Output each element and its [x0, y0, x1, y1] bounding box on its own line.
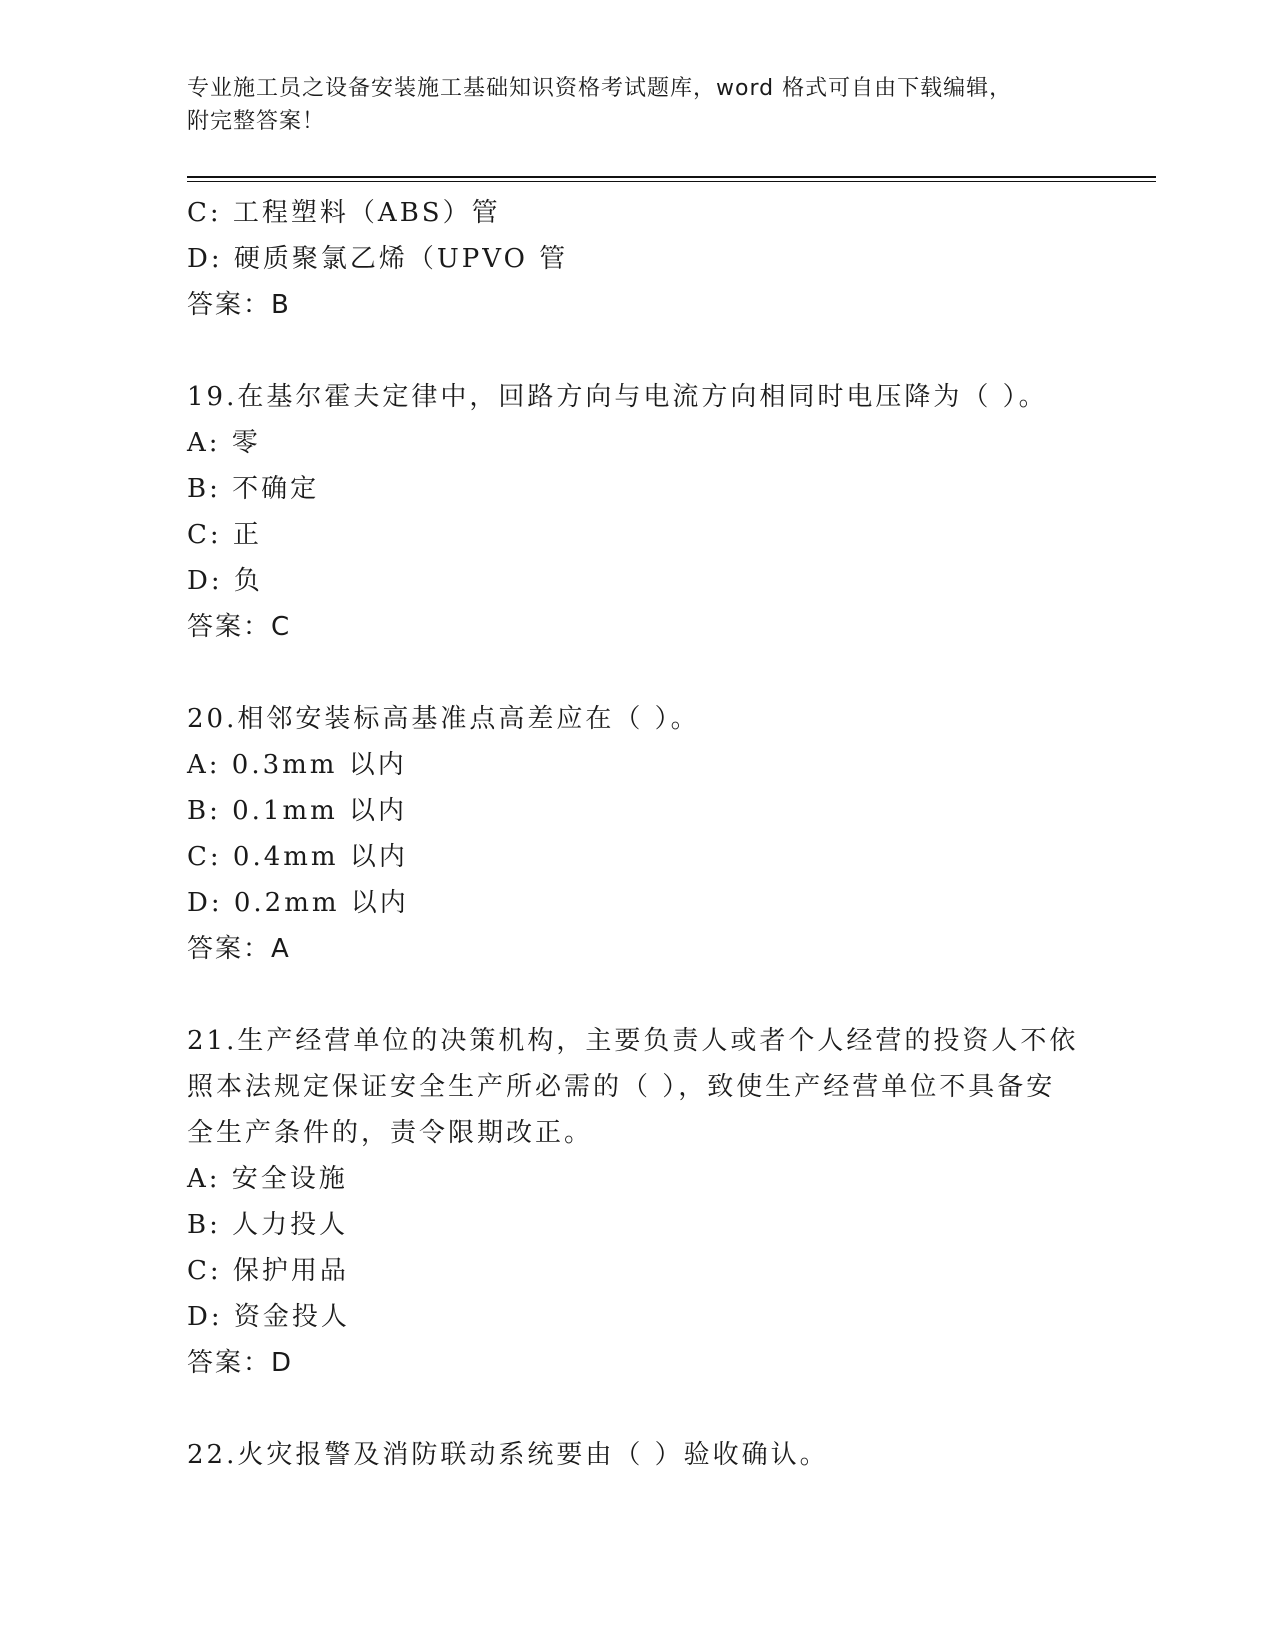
option-c: C: 工程塑料（ABS）管 — [187, 198, 501, 228]
answer-line: 答案：A — [187, 934, 291, 964]
question-content — [187, 190, 1079, 1478]
header-title-line-1: 专业施工员之设备安装施工基础知识资格考试题库，word 格式可自由下载编辑， — [187, 76, 1013, 101]
page-header — [187, 72, 1087, 138]
answer-line: 答案：D — [187, 1348, 294, 1378]
option-d: D: 负 — [187, 566, 263, 596]
option-c: C: 正 — [187, 520, 262, 550]
header-divider-thin — [187, 181, 1156, 182]
question-stem: 22.火灾报警及消防联动系统要由（ ）验收确认。 — [187, 1440, 829, 1470]
spacer — [187, 1386, 1067, 1432]
question-stem-line-3: 全生产条件的，责令限期改正。 — [187, 1118, 594, 1148]
question-stem-line-2: 照本法规定保证安全生产所必需的（ ），致使生产经营单位不具备安 — [187, 1072, 1056, 1102]
question-20 — [187, 696, 1067, 972]
answer-line: 答案：C — [187, 612, 292, 642]
option-d: D: 硬质聚氯乙烯（UPVO 管 — [187, 244, 569, 274]
option-a: A: 0.3mm 以内 — [187, 750, 407, 780]
option-c: C: 0.4mm 以内 — [187, 842, 408, 872]
option-a: A: 零 — [187, 428, 261, 458]
spacer — [187, 972, 1067, 1018]
option-a: A: 安全设施 — [187, 1164, 348, 1194]
spacer — [187, 328, 1067, 374]
question-22 — [187, 1432, 1067, 1478]
option-b: B: 0.1mm 以内 — [187, 796, 408, 826]
question-21 — [187, 1018, 1079, 1386]
option-c: C: 保护用品 — [187, 1256, 349, 1286]
question-stem-line-1: 21.生产经营单位的决策机构，主要负责人或者个人经营的投资人不依 — [187, 1026, 1079, 1056]
question-19 — [187, 374, 1067, 650]
option-b: B: 人力投人 — [187, 1210, 349, 1240]
header-divider-thick — [187, 176, 1156, 178]
answer-line: 答案：B — [187, 290, 291, 320]
question-stem: 19.在基尔霍夫定律中，回路方向与电流方向相同时电压降为（ ）。 — [187, 382, 1048, 412]
option-b: B: 不确定 — [187, 474, 320, 504]
header-title-line-2: 附完整答案！ — [187, 109, 326, 134]
option-d: D: 0.2mm 以内 — [187, 888, 409, 918]
spacer — [187, 650, 1067, 696]
question-18-continuation — [187, 190, 1067, 328]
question-stem: 20.相邻安装标高基准点高差应在（ ）。 — [187, 704, 700, 734]
option-d: D: 资金投人 — [187, 1302, 350, 1332]
